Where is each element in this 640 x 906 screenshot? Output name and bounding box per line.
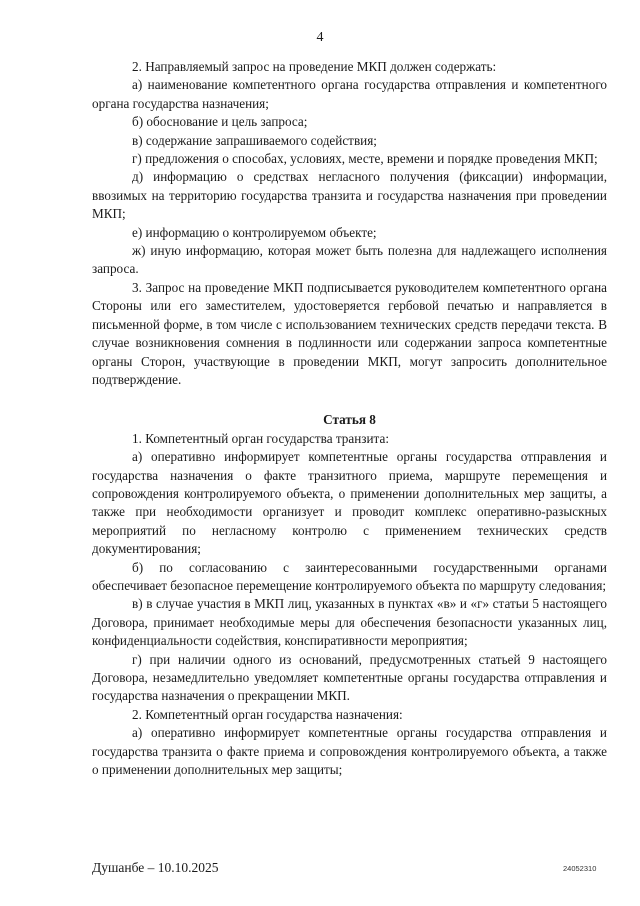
footer-code: 24052310	[563, 864, 597, 873]
document-body	[92, 58, 607, 779]
article-heading: Статья 8	[323, 412, 376, 428]
paragraph: б) обоснование и цель запроса;	[132, 114, 308, 130]
paragraph: а) оперативно информирует компетентные органы государства отправления и государства транзита о факте приема и сопровождения контролируемого объекта, а также о применении дополнительных мер защиты;	[92, 725, 607, 778]
paragraph: а) наименование компетентного органа государства отправления и компетентного органа государства назначения;	[92, 77, 607, 111]
paragraph: г) предложения о способах, условиях, месте, времени и порядке проведения МКП;	[132, 151, 598, 167]
paragraph: а) оперативно информирует компетентные органы государства отправления и государства назначения о факте транзитного приема, маршруте перемещения и сопровождения контролируемого объекта, о применении дополнительных мер защиты, а также при необходимости организует и проводит комплекс оперативно-разыскных мероприятий по негласному контролю с применением технических средств документирования;	[92, 449, 607, 557]
paragraph: ж) иную информацию, которая может быть полезна для надлежащего исполнения запроса.	[92, 243, 607, 277]
paragraph: 2. Направляемый запрос на проведение МКП должен содержать:	[132, 59, 497, 74]
paragraph: 1. Компетентный орган государства транзита:	[132, 430, 389, 446]
paragraph: в) в случае участия в МКП лиц, указанных в пунктах «в» и «г» статьи 5 настоящего Договора, принимает необходимые меры для обеспечения безопасности указанных лиц, конфиденциальности содействия, конспиративности мероприятия;	[92, 596, 607, 649]
paragraph: б) по согласованию с заинтересованными государственными органами обеспечивает безопасное перемещение контролируемого объекта по маршруту следования;	[92, 559, 607, 593]
paragraph: 2. Компетентный орган государства назначения:	[132, 706, 403, 722]
paragraph: е) информацию о контролируемом объекте;	[132, 224, 377, 240]
paragraph: г) при наличии одного из оснований, предусмотренных статьей 9 настоящего Договора, незамедлительно уведомляет компетентные органы государства отправления и государства назначения о прекращении МКП.	[92, 651, 607, 704]
paragraph: 3. Запрос на проведение МКП подписывается руководителем компетентного органа Стороны или его заместителем, удостоверяется гербовой печатью и направляется в письменной форме, в том числе с использованием технических средств передачи текста. В случае возникновения сомнения в подлинности или содержании запроса компетентные органы Сторон, участвующие в проведении МКП, могут запросить дополнительное подтверждение.	[92, 279, 607, 387]
footer-place-date: Душанбе – 10.10.2025	[92, 860, 219, 875]
page-number: 4	[316, 30, 324, 45]
paragraph: в) содержание запрашиваемого содействия;	[132, 132, 377, 148]
paragraph: д) информацию о средствах негласного получения (фиксации) информации, ввозимых на территорию государства транзита и государства назначения при проведении МКП;	[92, 169, 607, 222]
